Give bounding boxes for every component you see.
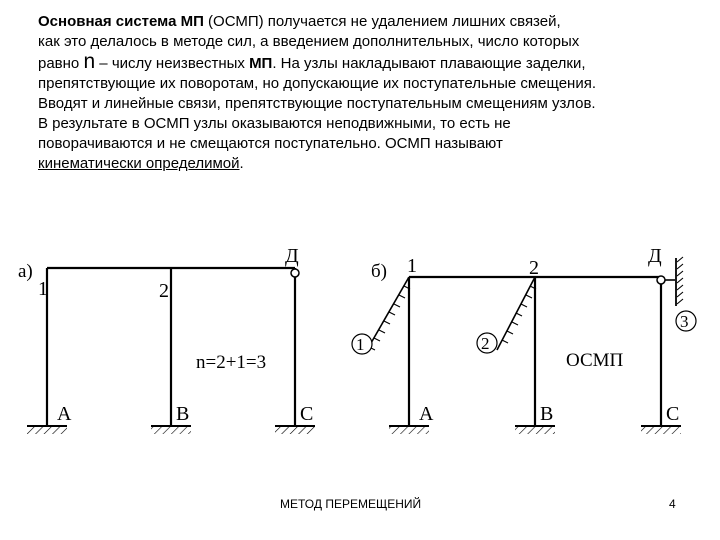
hinge-d-icon [291, 269, 299, 277]
text-fragment: равно [38, 55, 84, 72]
body-paragraph [38, 12, 708, 174]
support-label-c: С [300, 403, 314, 425]
text-line-7: поворачиваются и не смещаются поступательно. ОСМП называют [38, 135, 503, 152]
text-line-6: В результате в ОСМП узлы оказываются неподвижными, то есть не [38, 115, 511, 132]
constraint-label-3: 3 [680, 312, 689, 331]
support-label-b: В [540, 403, 554, 425]
node-label-d: Д [648, 245, 662, 267]
text-line-4: препятствующие их поворотам, но допускающие их поступательные смещения. [38, 75, 596, 92]
text-line-5: Вводят и линейные связи, препятствующие поступательным смещениям узлов. [38, 95, 596, 112]
term-kinematically-determinate: кинематически определимой [38, 155, 240, 172]
term-osnovnaya-sistema: Основная система МП [38, 13, 204, 30]
page-number: 4 [669, 497, 676, 511]
term-mp: МП [249, 55, 273, 72]
text-fragment: – числу неизвестных [95, 55, 250, 72]
text-fragment: . [239, 155, 244, 172]
formula-n: n=2+1=3 [196, 352, 267, 373]
text-line-8 [38, 154, 708, 174]
frame-diagrams [0, 240, 720, 450]
linear-constraint-3-icon [665, 257, 683, 306]
node-label-d: Д [285, 245, 299, 267]
constraint-label-1: 1 [356, 335, 365, 354]
support-label-b: В [176, 403, 190, 425]
fixed-support-c-icon [275, 426, 315, 434]
floating-clamp-1-icon [367, 277, 410, 350]
osmp-label: ОСМП [566, 350, 624, 371]
text-line-1 [38, 12, 708, 32]
node-label-2: 2 [159, 280, 169, 302]
fixed-support-b-icon [151, 426, 191, 434]
footer-title: МЕТОД ПЕРЕМЕЩЕНИЙ [280, 497, 422, 511]
symbol-n: n [83, 50, 96, 73]
node-label-2: 2 [529, 257, 539, 279]
node-label-1: 1 [38, 278, 48, 300]
fixed-support-b-icon [515, 426, 555, 434]
floating-clamp-2-icon [497, 277, 536, 350]
support-label-a: А [57, 403, 72, 425]
text-line-3 [38, 52, 708, 74]
frame-a-members [47, 268, 295, 426]
frame-b [352, 245, 696, 434]
fixed-support-a-icon [389, 426, 429, 434]
frame-a [18, 245, 315, 434]
figure-b-tag: б) [371, 261, 387, 282]
support-label-a: А [419, 403, 434, 425]
text-fragment: . На узлы накладывают плавающие заделки, [272, 55, 586, 72]
text-fragment: (ОСМП) получается не удалением лишних связей, [203, 13, 561, 30]
fixed-support-c-icon [641, 426, 681, 434]
node-label-1: 1 [407, 255, 417, 277]
figure-a-tag: а) [18, 261, 33, 282]
fixed-support-a-icon [27, 426, 67, 434]
constraint-label-2: 2 [481, 334, 490, 353]
support-label-c: С [666, 403, 680, 425]
text-line-2: как это делалось в методе сил, а введением дополнительных, число которых [38, 33, 580, 50]
hinge-d-icon [657, 276, 665, 284]
